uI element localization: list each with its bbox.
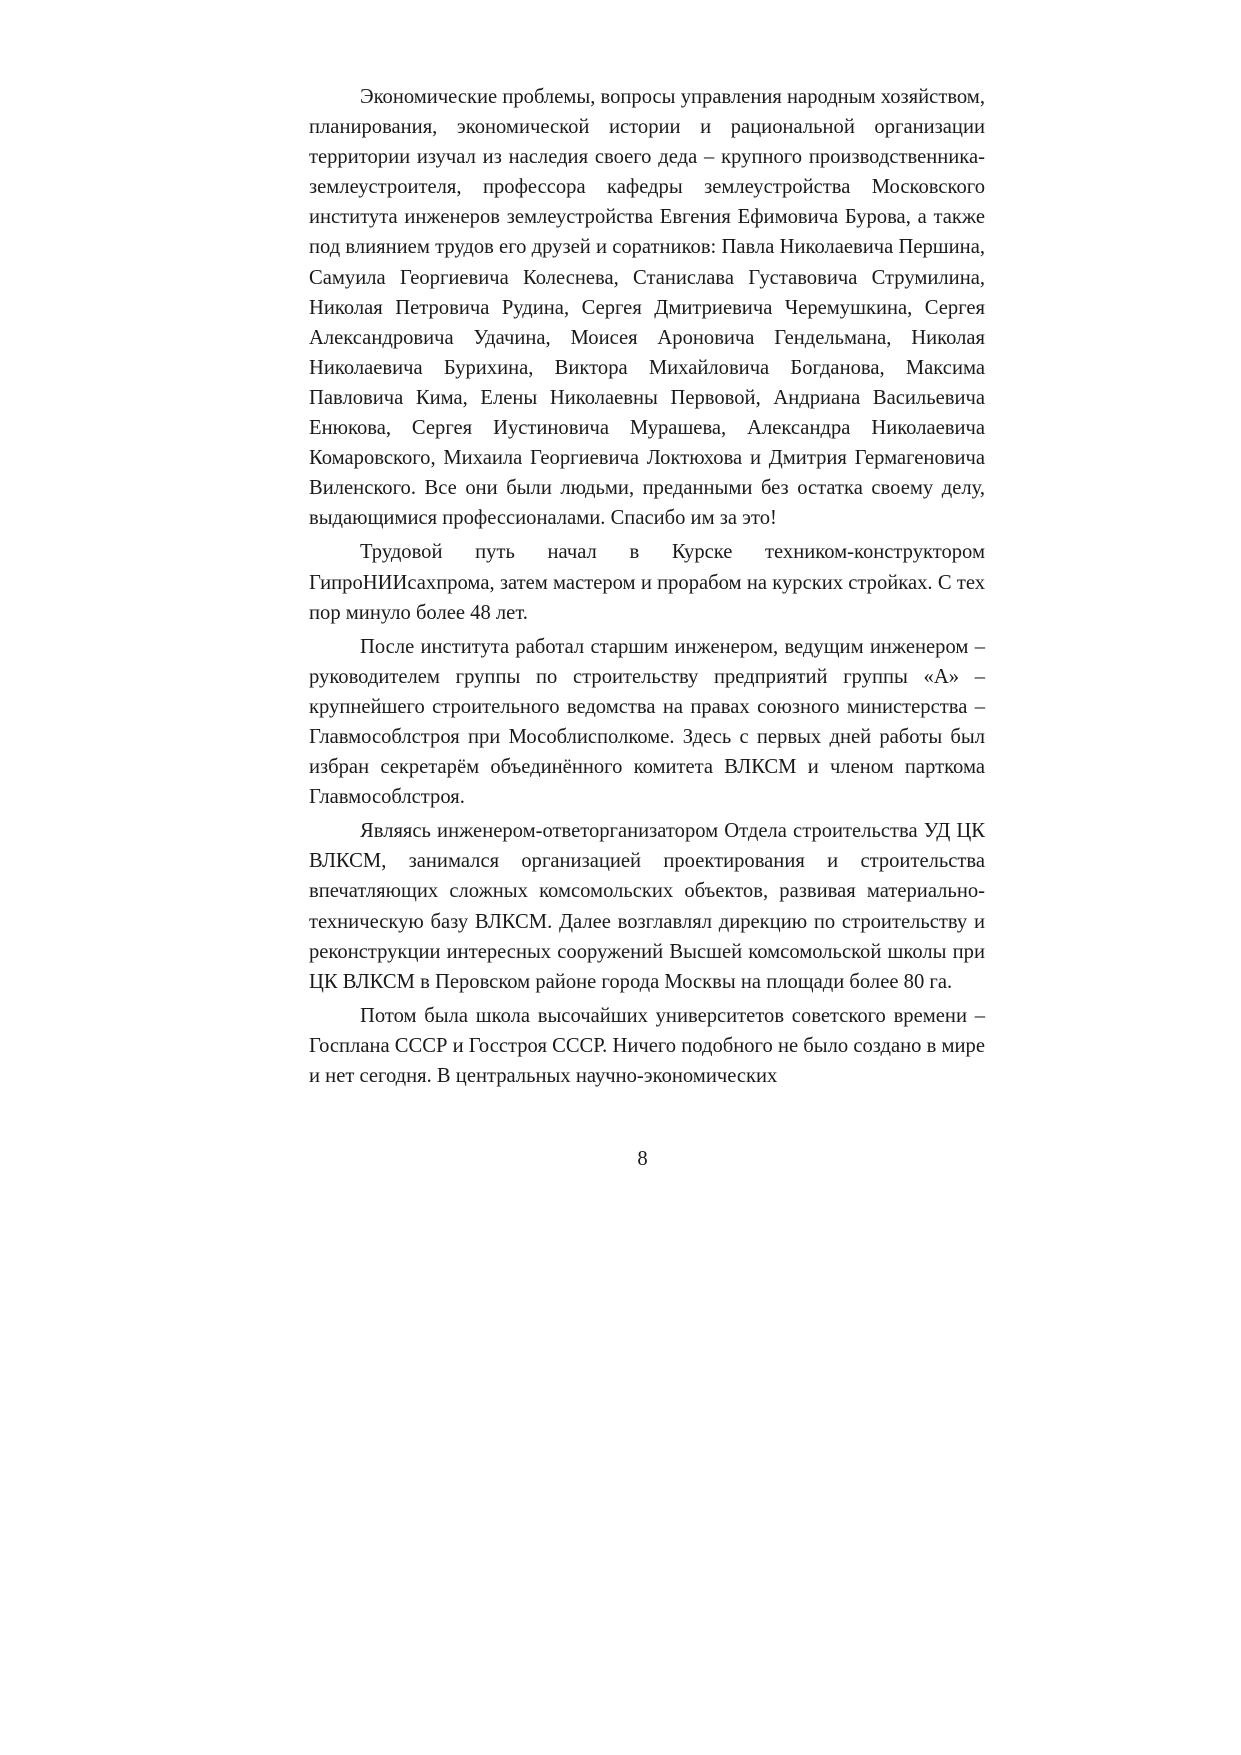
body-text [309, 82, 985, 1095]
paragraph-5: Потом была школа высочайших университетов советского времени – Госплана СССР и Госстроя СССР. Ничего подобного не было создано в мире и нет сегодня. В центральных научно-экономических [309, 1004, 985, 1087]
page-number: 8 [637, 1148, 648, 1170]
paragraph-1: Экономические проблемы, вопросы управления народным хозяйством, планирования, экономической истории и рациональной организации территории изучал из наследия своего деда – крупного производственника-землеустроителя, профессора кафедры землеустройства Московского института инженеров землеустройства Евгения Ефимовича Бурова, а также под влиянием трудов его друзей и соратников: Павла Николаевича Першина, Самуила Георгиевича Колеснева, Станислава Густавовича Струмилина, Николая Петровича Рудина, Сергея Дмитриевича Черемушкина, Сергея Александровича Удачина, Моисея Ароновича Гендельмана, Николая Николаевича Бурихина, Виктора Михайловича Богданова, Максима Павловича Кима, Елены Николаевны Первовой, Андриана Васильевича Енюкова, Сергея Иустиновича Мурашева, Александра Николаевича Комаровского, Михаила Георгиевича Локтюхова и Дмитрия Гермагеновича Виленского. Все они были людьми, преданными без остатка своему делу, выдающимися профессионалами. Спасибо им за это! [309, 86, 985, 530]
paragraph-4: Являясь инженером-ответорганизатором Отдела строительства УД ЦК ВЛКСМ, занимался организацией проектирования и строительства впечатляющих сложных комсомольских объектов, развивая материально-техническую базу ВЛКСМ. Далее возглавлял дирекцию по строительству и реконструкции интересных сооружений Высшей комсомольской школы при ЦК ВЛКСМ в Перовском районе города Москвы на площади более 80 га. [309, 820, 985, 993]
paragraph-3: После института работал старшим инженером, ведущим инженером – руководителем группы по строительству предприятий группы «А» – крупнейшего строительного ведомства на правах союзного министерства – Главмособлстроя при Мособлисполкоме. Здесь с первых дней работы был избран секретарём объединённого комитета ВЛКСМ и членом парткома Главмособлстроя. [309, 635, 985, 809]
paragraph-2: Трудовой путь начал в Курске техником-конструктором ГипроНИИсахпрома, затем мастером и прорабом на курских стройках. С тех пор минуло более 48 лет. [309, 541, 985, 624]
